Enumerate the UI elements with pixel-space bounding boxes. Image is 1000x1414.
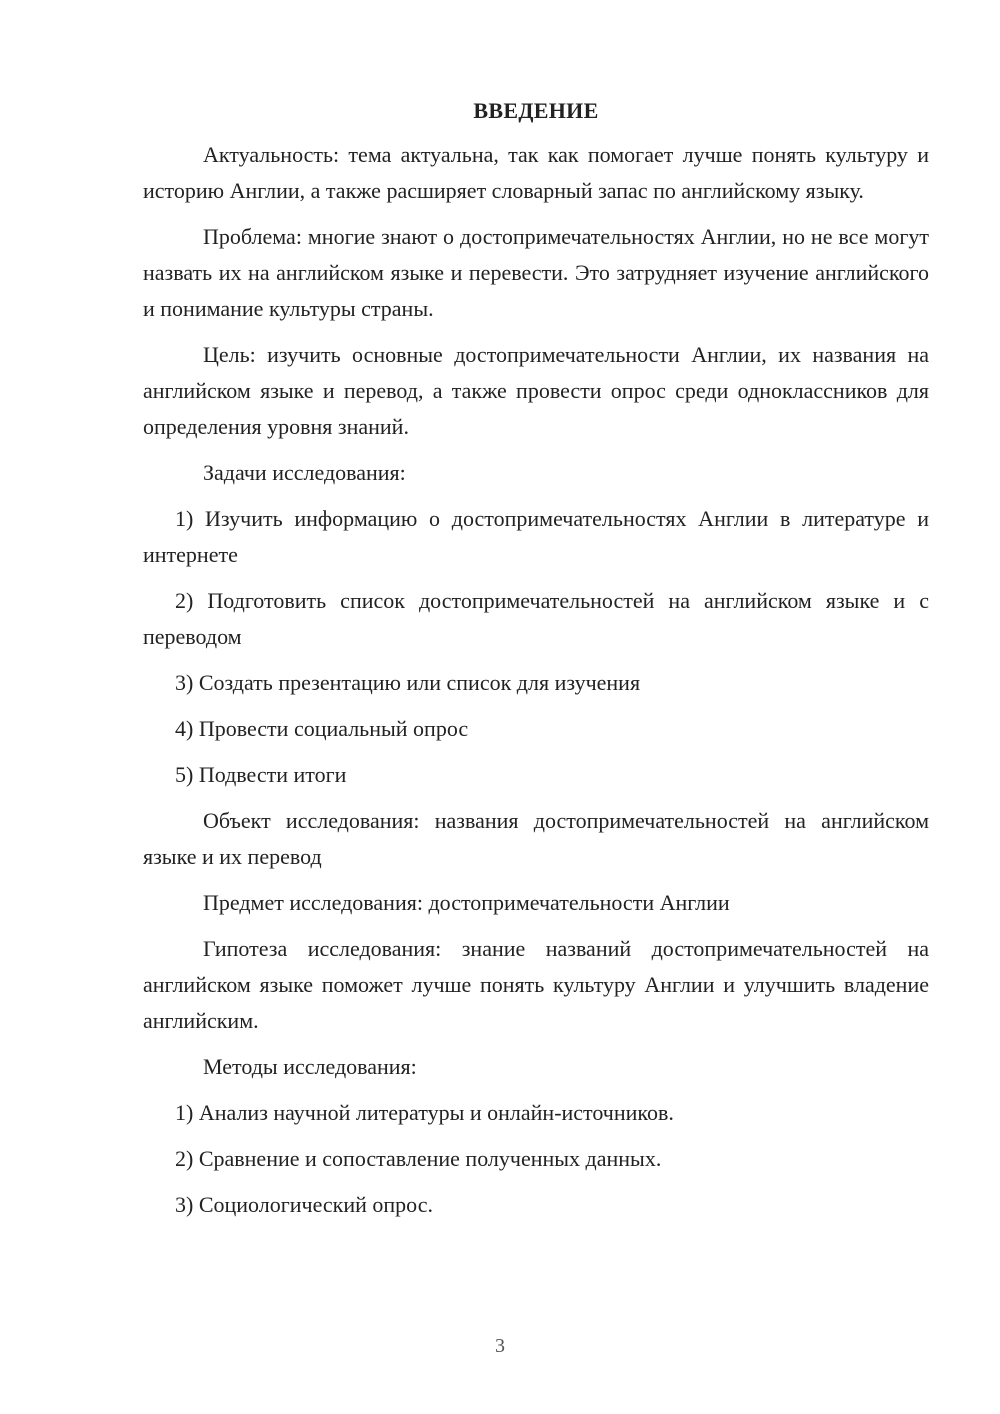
task-item-3: 3) Создать презентацию или список для изучения [175, 670, 641, 695]
goal-paragraph: Цель: изучить основные достопримечательности Англии, их названия на английском языке и перевод, а также провести опрос среди одноклассников для определения уровня знаний. [143, 342, 929, 439]
method-item-3: 3) Социологический опрос. [175, 1192, 433, 1217]
hypothesis-paragraph: Гипотеза исследования: знание названий достопримечательностей на английском языке поможет лучше понять культуру Англии и улучшить владение английским. [143, 936, 929, 1033]
methods-heading: Методы исследования: [203, 1054, 417, 1079]
problem-paragraph: Проблема: многие знают о достопримечательностях Англии, но не все могут назвать их на английском языке и перевести. Это затрудняет изучение английского и понимание культуры страны. [143, 224, 929, 321]
page-number: 3 [495, 1335, 505, 1357]
method-item-1: 1) Анализ научной литературы и онлайн-источников. [175, 1100, 674, 1125]
section-heading: ВВЕДЕНИЕ [473, 98, 599, 123]
relevance-paragraph: Актуальность: тема актуальна, так как помогает лучше понять культуру и историю Англии, а также расширяет словарный запас по английскому языку. [143, 142, 929, 203]
task-item-5: 5) Подвести итоги [175, 762, 347, 787]
task-item-2: 2) Подготовить список достопримечательностей на английском языке и с переводом [143, 588, 929, 649]
document-page [143, 96, 929, 1233]
subject-paragraph: Предмет исследования: достопримечательности Англии [203, 890, 730, 915]
task-item-1: 1) Изучить информацию о достопримечательностях Англии в литературе и интернете [143, 506, 929, 567]
method-item-2: 2) Сравнение и сопоставление полученных данных. [175, 1146, 662, 1171]
object-paragraph: Объект исследования: названия достопримечательностей на английском языке и их перевод [143, 808, 929, 869]
tasks-heading: Задачи исследования: [203, 460, 406, 485]
task-item-4: 4) Провести социальный опрос [175, 716, 469, 741]
